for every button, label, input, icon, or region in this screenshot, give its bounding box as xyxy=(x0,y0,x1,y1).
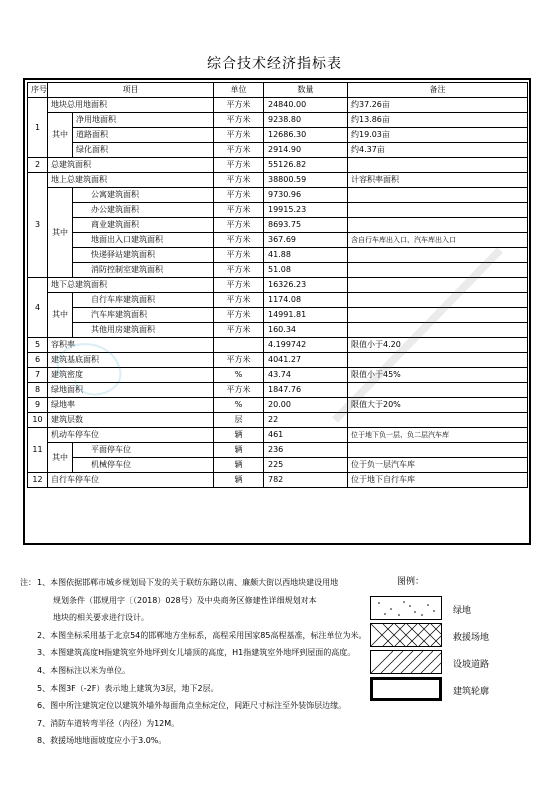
note-7: 7、消防车道转弯半径（内径）为12M。 xyxy=(37,718,180,728)
row-no: 5 xyxy=(28,338,48,353)
table-row xyxy=(28,413,528,428)
header-qty: 数量 xyxy=(264,83,348,98)
notes-prefix: 注： xyxy=(20,578,36,587)
row-unit: 平方米 xyxy=(214,158,264,173)
row-item: 快递驿站建筑面积 xyxy=(73,248,214,263)
row-unit: 平方米 xyxy=(214,263,264,278)
header-no: 序号 xyxy=(28,83,48,98)
row-qty: 14991.81 xyxy=(264,308,348,323)
row-no: 12 xyxy=(28,473,48,488)
row-note xyxy=(348,263,528,278)
table-row xyxy=(28,323,528,338)
row-note: 限值小于45% xyxy=(348,368,528,383)
table-header-row xyxy=(28,83,528,98)
row-unit: 平方米 xyxy=(214,218,264,233)
row-note xyxy=(348,308,528,323)
row-note xyxy=(348,383,528,398)
table-row xyxy=(28,113,528,128)
table-row xyxy=(28,428,528,443)
table-row xyxy=(28,98,528,113)
row-item: 商业建筑面积 xyxy=(73,218,214,233)
row-unit: 辆 xyxy=(214,443,264,458)
row-no: 7 xyxy=(28,368,48,383)
indicator-table xyxy=(27,82,528,488)
row-item: 其他用房建筑面积 xyxy=(73,323,214,338)
row-note xyxy=(348,188,528,203)
note-2: 2、本图坐标采用基于北京54的邯郸地方坐标系，高程采用国家85高程基准，标注单位为米。 xyxy=(37,630,367,640)
row-item: 地面出入口建筑面积 xyxy=(73,233,214,248)
legend-road-swatch xyxy=(370,650,442,674)
row-note: 约37.26亩 xyxy=(348,98,528,113)
row-unit: 平方米 xyxy=(214,248,264,263)
row-item: 汽车库建筑面积 xyxy=(73,308,214,323)
row-no: 9 xyxy=(28,398,48,413)
table-row xyxy=(28,203,528,218)
note-8: 8、救援场地地面坡度应小于3.0%。 xyxy=(37,736,167,746)
crosshatch-pattern-icon xyxy=(371,624,441,646)
row-unit: 辆 xyxy=(214,428,264,443)
row-no: 3 xyxy=(28,173,48,278)
row-note xyxy=(348,293,528,308)
row-note: 限值小于4.20 xyxy=(348,338,528,353)
row-qty: 12686.30 xyxy=(264,128,348,143)
row-unit: 辆 xyxy=(214,458,264,473)
notes-block xyxy=(20,574,365,750)
table-row xyxy=(28,143,528,158)
row-unit: 平方米 xyxy=(214,308,264,323)
row-item: 地上总建筑面积 xyxy=(48,173,214,188)
row-qty: 367.69 xyxy=(264,233,348,248)
table-row xyxy=(28,443,528,458)
table-row xyxy=(28,458,528,473)
row-item: 绿地面积 xyxy=(48,383,214,398)
row-note: 计容积率面积 xyxy=(348,173,528,188)
row-item: 净用地面积 xyxy=(73,113,214,128)
legend-green-swatch xyxy=(370,596,442,620)
row-qty: 41.88 xyxy=(264,248,348,263)
row-item: 地块总用地面积 xyxy=(48,98,214,113)
legend-road-label: 设坡道路 xyxy=(453,660,490,670)
row-item: 自行车库建筑面积 xyxy=(73,293,214,308)
row-note xyxy=(348,278,528,293)
table-row xyxy=(28,293,528,308)
row-note xyxy=(348,218,528,233)
table-row xyxy=(28,308,528,323)
row-unit: 辆 xyxy=(214,473,264,488)
row-note xyxy=(348,323,528,338)
table-row xyxy=(28,233,528,248)
legend-outline-swatch xyxy=(370,677,442,701)
row-unit: 平方米 xyxy=(214,203,264,218)
hatch-pattern-icon xyxy=(371,651,441,673)
table-row xyxy=(28,128,528,143)
row-qty: 236 xyxy=(264,443,348,458)
row-qty: 9238.80 xyxy=(264,113,348,128)
row-item: 地下总建筑面积 xyxy=(48,278,214,293)
table-row xyxy=(28,173,528,188)
row-note: 约13.86亩 xyxy=(348,113,528,128)
row-qty: 24840.00 xyxy=(264,98,348,113)
note-1c: 地块的相关要求进行设计。 xyxy=(53,613,149,623)
note-1b: 规划条件（邯规用字〔（2018）028号）及中央商务区修建性详细规划对本 xyxy=(53,595,317,605)
row-qty: 22 xyxy=(264,413,348,428)
row-qty: 1847.76 xyxy=(264,383,348,398)
row-no: 10 xyxy=(28,413,48,428)
table-row xyxy=(28,338,528,353)
row-note xyxy=(348,443,528,458)
row-qty: 51.08 xyxy=(264,263,348,278)
row-unit: 平方米 xyxy=(214,128,264,143)
row-unit: 平方米 xyxy=(214,353,264,368)
row-note: 位于地下自行车库 xyxy=(348,473,528,488)
row-item: 绿地率 xyxy=(48,398,214,413)
note-4: 4、本图标注以米为单位。 xyxy=(37,665,131,675)
note-3: 3、本图建筑高度H指建筑室外地坪到女儿墙顶的高度，H1指建筑室外地坪到屋面的高度。 xyxy=(37,648,356,658)
group-label: 其中 xyxy=(48,443,73,473)
table-title: 综合技术经济指标表 xyxy=(207,56,342,72)
row-note xyxy=(348,203,528,218)
row-qty: 20.00 xyxy=(264,398,348,413)
table-row xyxy=(28,248,528,263)
row-item: 办公建筑面积 xyxy=(73,203,214,218)
row-unit: 平方米 xyxy=(214,293,264,308)
row-no: 1 xyxy=(28,98,48,158)
header-item: 项目 xyxy=(48,83,214,98)
row-qty: 782 xyxy=(264,473,348,488)
row-item: 自行车停车位 xyxy=(48,473,214,488)
row-qty: 4.199742 xyxy=(264,338,348,353)
table-row xyxy=(28,218,528,233)
note-6: 6、图中所注建筑定位以建筑外墙外每面角点坐标定位，间距尺寸标注至外装饰层边缘。 xyxy=(37,701,347,711)
row-item: 建筑基底面积 xyxy=(48,353,214,368)
row-qty: 55126.82 xyxy=(264,158,348,173)
row-unit: % xyxy=(214,398,264,413)
row-unit: % xyxy=(214,368,264,383)
table-row xyxy=(28,473,528,488)
row-no: 2 xyxy=(28,158,48,173)
row-item: 公寓建筑面积 xyxy=(73,188,214,203)
row-item: 总建筑面积 xyxy=(48,158,214,173)
table-row xyxy=(28,158,528,173)
row-qty: 38800.59 xyxy=(264,173,348,188)
row-unit: 平方米 xyxy=(214,323,264,338)
row-no: 4 xyxy=(28,278,48,338)
row-qty: 8693.75 xyxy=(264,218,348,233)
row-item: 机械停车位 xyxy=(73,458,214,473)
legend-rescue-swatch xyxy=(370,623,442,647)
table-row xyxy=(28,383,528,398)
row-note: 约4.37亩 xyxy=(348,143,528,158)
row-item: 建筑层数 xyxy=(48,413,214,428)
table-row xyxy=(28,278,528,293)
header-note: 备注 xyxy=(348,83,528,98)
header-unit: 单位 xyxy=(214,83,264,98)
row-item: 绿化面积 xyxy=(73,143,214,158)
legend-title: 图例： xyxy=(397,577,425,587)
row-unit: 层 xyxy=(214,413,264,428)
note-1a: 1、本图依据邯郸市城乡规划局下发的关于联纺东路以南、廉颇大街以西地块建设用地 xyxy=(37,578,339,587)
note-5: 5、本图3F（-2F）表示地上建筑为3层，地下2层。 xyxy=(37,683,219,693)
group-label: 其中 xyxy=(48,113,73,158)
row-unit: 平方米 xyxy=(214,113,264,128)
row-note: 位于负一层汽车库 xyxy=(348,458,528,473)
table-row xyxy=(28,368,528,383)
group-label: 其中 xyxy=(48,293,73,338)
row-qty: 4041.27 xyxy=(264,353,348,368)
row-qty: 225 xyxy=(264,458,348,473)
row-unit xyxy=(214,338,264,353)
legend-outline-label: 建筑轮廓 xyxy=(453,687,490,697)
row-note: 位于地下负一层、负二层汽车库 xyxy=(348,428,528,443)
legend-rescue-label: 救援场地 xyxy=(453,633,490,643)
row-unit: 平方米 xyxy=(214,188,264,203)
row-qty: 461 xyxy=(264,428,348,443)
table-row xyxy=(28,263,528,278)
row-qty: 16326.23 xyxy=(264,278,348,293)
row-qty: 9730.96 xyxy=(264,188,348,203)
row-unit: 平方米 xyxy=(214,173,264,188)
row-unit: 平方米 xyxy=(214,233,264,248)
row-qty: 1174.08 xyxy=(264,293,348,308)
row-note xyxy=(348,158,528,173)
row-item: 机动车停车位 xyxy=(48,428,214,443)
row-no: 11 xyxy=(28,428,48,473)
row-note xyxy=(348,413,528,428)
row-note xyxy=(348,353,528,368)
row-qty: 160.34 xyxy=(264,323,348,338)
table-row xyxy=(28,398,528,413)
row-note: 限值大于20% xyxy=(348,398,528,413)
row-item: 容积率 xyxy=(48,338,214,353)
group-label: 其中 xyxy=(48,188,73,278)
row-unit: 平方米 xyxy=(214,278,264,293)
row-item: 消防控制室建筑面积 xyxy=(73,263,214,278)
row-qty: 43.74 xyxy=(264,368,348,383)
dots-pattern-icon xyxy=(371,597,441,619)
row-item: 建筑密度 xyxy=(48,368,214,383)
row-unit: 平方米 xyxy=(214,143,264,158)
row-note: 约19.03亩 xyxy=(348,128,528,143)
row-item: 道路面积 xyxy=(73,128,214,143)
table-row xyxy=(28,353,528,368)
row-note xyxy=(348,248,528,263)
row-note: 含自行车库出入口、汽车库出入口 xyxy=(348,233,528,248)
row-item: 平面停车位 xyxy=(73,443,214,458)
row-unit: 平方米 xyxy=(214,383,264,398)
row-no: 6 xyxy=(28,353,48,368)
legend-green-label: 绿地 xyxy=(453,606,472,616)
row-qty: 2914.90 xyxy=(264,143,348,158)
row-qty: 19915.23 xyxy=(264,203,348,218)
row-unit: 平方米 xyxy=(214,98,264,113)
row-no: 8 xyxy=(28,383,48,398)
table-row xyxy=(28,188,528,203)
